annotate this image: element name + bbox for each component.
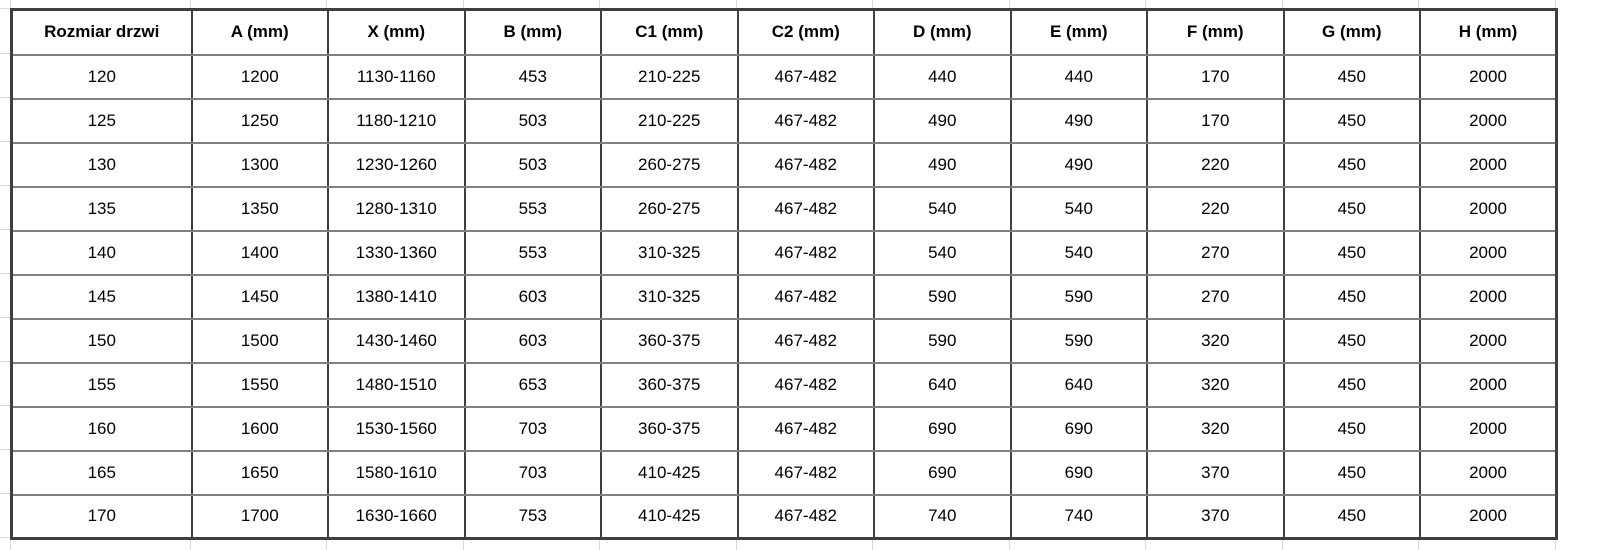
table-cell: 150 [12,319,192,363]
table-cell: 2000 [1420,187,1557,231]
gridline [0,493,10,494]
table-cell: 2000 [1420,495,1557,539]
gridline [0,97,10,98]
table-cell: 210-225 [601,99,738,143]
table-cell: 1630-1660 [328,495,465,539]
header-cell: C1 (mm) [601,10,738,55]
table-cell: 2000 [1420,451,1557,495]
table-cell: 490 [1011,99,1148,143]
header-row [12,10,1557,55]
table-cell: 2000 [1420,319,1557,363]
table-cell: 553 [465,187,602,231]
table-cell: 1530-1560 [328,407,465,451]
gridline [190,0,191,8]
table-cell: 540 [1011,231,1148,275]
table-cell: 540 [1011,187,1148,231]
table-cell: 450 [1284,143,1421,187]
table-cell: 1430-1460 [328,319,465,363]
table-cell: 450 [1284,495,1421,539]
table-row [12,451,1557,495]
table-cell: 540 [874,187,1011,231]
table-cell: 540 [874,231,1011,275]
table-cell: 160 [12,407,192,451]
table-cell: 440 [1011,55,1148,99]
table-cell: 2000 [1420,55,1557,99]
table-cell: 740 [874,495,1011,539]
table-row [12,407,1557,451]
gridline [599,0,600,8]
gridline [0,405,10,406]
table-cell: 467-482 [738,363,875,407]
table-cell: 467-482 [738,187,875,231]
table-cell: 1700 [192,495,329,539]
table-row [12,363,1557,407]
table-cell: 170 [1147,55,1284,99]
gridline [1009,0,1010,8]
table-row [12,275,1557,319]
gridline [0,273,10,274]
header-cell: Rozmiar drzwi [12,10,192,55]
table-cell: 360-375 [601,407,738,451]
table-cell: 640 [1011,363,1148,407]
table-cell: 170 [12,495,192,539]
header-cell: X (mm) [328,10,465,55]
table-cell: 467-482 [738,231,875,275]
header-cell: B (mm) [465,10,602,55]
table-cell: 450 [1284,275,1421,319]
table-cell: 490 [1011,143,1148,187]
table-cell: 120 [12,55,192,99]
table-cell: 467-482 [738,451,875,495]
table-cell: 370 [1147,495,1284,539]
table-cell: 320 [1147,319,1284,363]
door-dimensions-table [10,8,1558,540]
table-cell: 1400 [192,231,329,275]
table-cell: 410-425 [601,451,738,495]
table-cell: 1180-1210 [328,99,465,143]
table-row [12,495,1557,539]
table-cell: 155 [12,363,192,407]
table-row [12,319,1557,363]
header-cell: D (mm) [874,10,1011,55]
table-cell: 1280-1310 [328,187,465,231]
table-cell: 2000 [1420,363,1557,407]
header-cell: A (mm) [192,10,329,55]
table-cell: 320 [1147,363,1284,407]
table-cell: 2000 [1420,407,1557,451]
header-cell: C2 (mm) [738,10,875,55]
gridline [1418,0,1419,8]
table-cell: 360-375 [601,319,738,363]
gridline [0,537,10,538]
gridline [0,361,10,362]
gridline [872,0,873,8]
table-cell: 320 [1147,407,1284,451]
table-cell: 450 [1284,99,1421,143]
table-cell: 210-225 [601,55,738,99]
table-cell: 220 [1147,187,1284,231]
table-cell: 503 [465,99,602,143]
gridline [326,0,327,8]
table-cell: 450 [1284,55,1421,99]
header-cell: G (mm) [1284,10,1421,55]
table-cell: 1330-1360 [328,231,465,275]
table-cell: 1450 [192,275,329,319]
table-cell: 467-482 [738,407,875,451]
table-cell: 603 [465,275,602,319]
table-cell: 1130-1160 [328,55,465,99]
gridline [0,449,10,450]
table-cell: 2000 [1420,99,1557,143]
table-row [12,187,1557,231]
table-cell: 270 [1147,275,1284,319]
table-cell: 590 [1011,275,1148,319]
table-cell: 1200 [192,55,329,99]
table-cell: 450 [1284,231,1421,275]
table-cell: 450 [1284,363,1421,407]
table-cell: 503 [465,143,602,187]
gridline [0,8,10,9]
table-cell: 640 [874,363,1011,407]
table-cell: 1600 [192,407,329,451]
table-cell: 135 [12,187,192,231]
table-cell: 1580-1610 [328,451,465,495]
table-cell: 1250 [192,99,329,143]
table-cell: 260-275 [601,143,738,187]
gridline [463,0,464,8]
table-row [12,55,1557,99]
table-cell: 467-482 [738,143,875,187]
table-cell: 2000 [1420,231,1557,275]
table-cell: 270 [1147,231,1284,275]
table-cell: 467-482 [738,99,875,143]
table-cell: 603 [465,319,602,363]
table-cell: 440 [874,55,1011,99]
table-cell: 310-325 [601,275,738,319]
gridline [0,317,10,318]
gridline [1145,0,1146,8]
table-row [12,143,1557,187]
gridline [0,141,10,142]
table-cell: 370 [1147,451,1284,495]
table-cell: 740 [1011,495,1148,539]
gridline [0,185,10,186]
table-cell: 260-275 [601,187,738,231]
gridline [1555,0,1556,8]
table-cell: 170 [1147,99,1284,143]
table-cell: 703 [465,407,602,451]
table-cell: 703 [465,451,602,495]
gridline [10,0,11,8]
header-cell: E (mm) [1011,10,1148,55]
table-cell: 467-482 [738,495,875,539]
table-row [12,231,1557,275]
table-cell: 145 [12,275,192,319]
table-cell: 467-482 [738,319,875,363]
table-cell: 130 [12,143,192,187]
table-cell: 220 [1147,143,1284,187]
table-cell: 1550 [192,363,329,407]
table-cell: 450 [1284,187,1421,231]
table-cell: 1350 [192,187,329,231]
table-cell: 753 [465,495,602,539]
gridline [1282,0,1283,8]
table-cell: 590 [874,319,1011,363]
table-cell: 1230-1260 [328,143,465,187]
table-cell: 2000 [1420,143,1557,187]
table-cell: 450 [1284,319,1421,363]
gridline [0,53,10,54]
table-cell: 410-425 [601,495,738,539]
table-cell: 653 [465,363,602,407]
table-cell: 1380-1410 [328,275,465,319]
gridline [0,229,10,230]
table-cell: 690 [1011,451,1148,495]
table-cell: 490 [874,143,1011,187]
header-cell: H (mm) [1420,10,1557,55]
table-cell: 1480-1510 [328,363,465,407]
table-cell: 690 [874,451,1011,495]
table-cell: 690 [1011,407,1148,451]
table-cell: 360-375 [601,363,738,407]
table-cell: 450 [1284,451,1421,495]
table-cell: 140 [12,231,192,275]
table-cell: 553 [465,231,602,275]
gridline [736,0,737,8]
header-cell: F (mm) [1147,10,1284,55]
table-cell: 1300 [192,143,329,187]
table-row [12,99,1557,143]
table-cell: 450 [1284,407,1421,451]
table-cell: 1500 [192,319,329,363]
table-cell: 467-482 [738,55,875,99]
table-cell: 1650 [192,451,329,495]
table-cell: 453 [465,55,602,99]
table-cell: 490 [874,99,1011,143]
table-cell: 125 [12,99,192,143]
table-cell: 590 [874,275,1011,319]
table-cell: 467-482 [738,275,875,319]
table-cell: 165 [12,451,192,495]
table-cell: 590 [1011,319,1148,363]
table-cell: 2000 [1420,275,1557,319]
table-cell: 690 [874,407,1011,451]
table-cell: 310-325 [601,231,738,275]
